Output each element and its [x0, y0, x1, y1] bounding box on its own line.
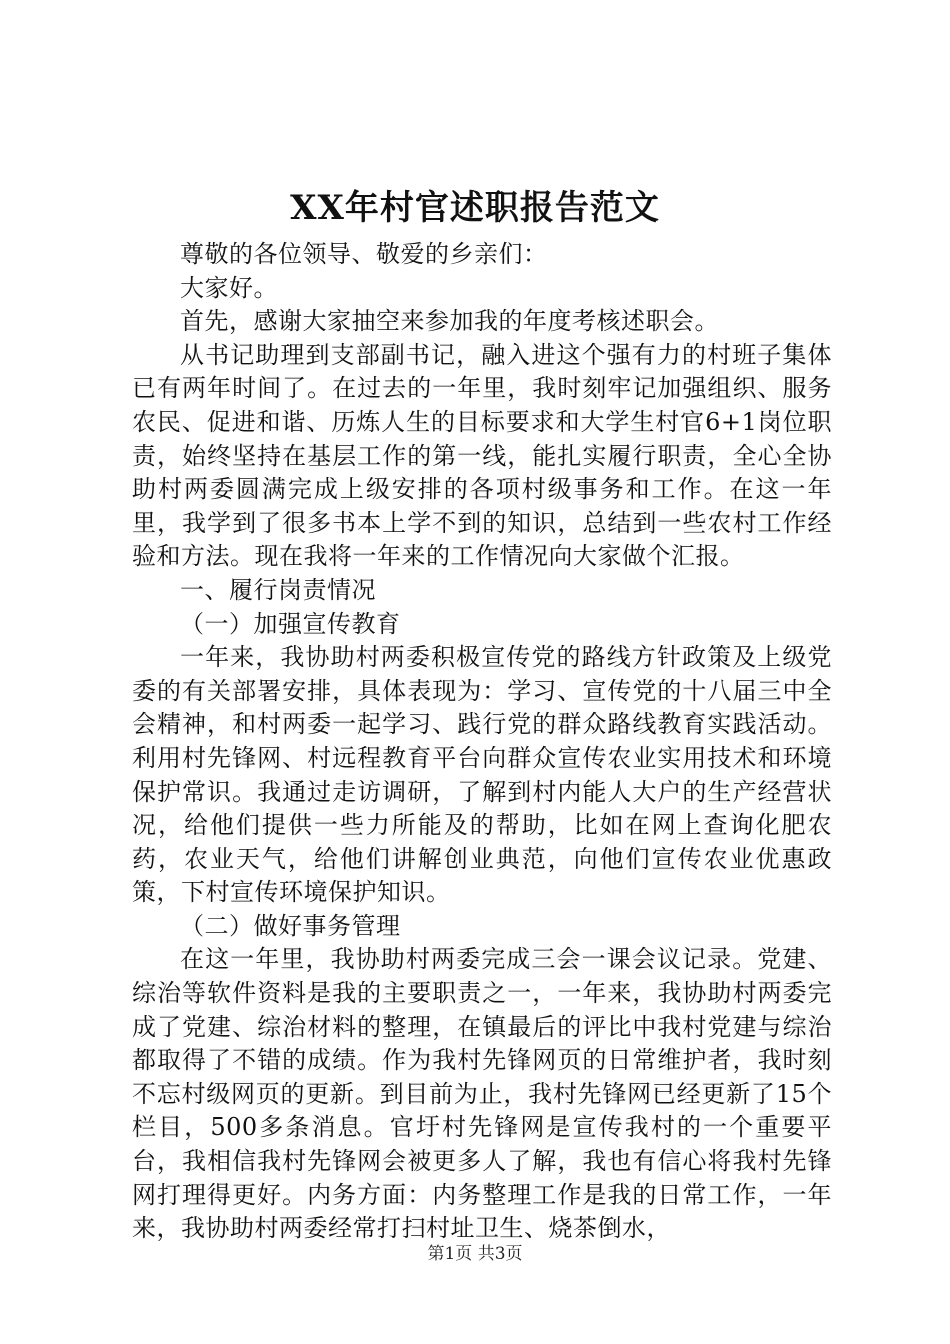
subsection-heading: （二）做好事务管理 — [180, 911, 401, 940]
body-paragraph: 在这一年里，我协助村两委完成三会一课会议记录。党建、综治等软件资料是我的主要职责之一，一年来，我协助村两委完成了党建、综治材料的整理，在镇最后的评比中我村党建与综治都取得了不错的成绩。作为我村先锋网页的日常维护者，我时刻不忘村级网页的更新。到目前为止，我村先锋网已经更新了15个栏目，500多条消息。官圩村先锋网是宣传我村的一个重要平台，我相信我村先锋网会被更多人了解，我也有信心将我村先锋网打理得更好。内务方面：内务整理工作是我的日常工作，一年来，我协助村两委经常打扫村址卫生、烧茶倒水， — [132, 945, 832, 1243]
subsection-heading: （一）加强宣传教育 — [180, 609, 401, 638]
intro-paragraph: 从书记助理到支部副书记，融入进这个强有力的村班子集体已有两年时间了。在过去的一年里，我时刻牢记加强组织、服务农民、促进和谐、历炼人生的目标要求和大学生村官6+1岗位职责，始终坚持在基层工作的第一线，能扎实履行职责，全心全协助村两委圆满完成上级安排的各项村级事务和工作。在这一年里，我学到了很多书本上学不到的知识，总结到一些农村工作经验和方法。现在我将一年来的工作情况向大家做个汇报。 — [132, 340, 832, 571]
greeting-paragraph: 大家好。 — [180, 273, 278, 302]
document-title: XX年村官述职报告范文 — [290, 188, 660, 228]
salutation-paragraph: 尊敬的各位领导、敬爱的乡亲们： — [180, 240, 548, 268]
section-heading: 一、履行岗责情况 — [180, 575, 376, 604]
opening-paragraph: 首先，感谢大家抽空来参加我的年度考核述职会。 — [180, 307, 719, 336]
body-paragraph: 一年来，我协助村两委积极宣传党的路线方针政策及上级党委的有关部署安排，具体表现为：学习、宣传党的十八届三中全会精神，和村两委一起学习、践行党的群众路线教育实践活动。利用村先锋网、村远程教育平台向群众宣传农业实用技术和环境保护常识。我通过走访调研，了解到村内能人大户的生产经营状况，给他们提供一些力所能及的帮助，比如在网上查询化肥农药，农业天气，给他们讲解创业典范，向他们宣传农业优惠政策，下村宣传环境保护知识。 — [132, 643, 832, 907]
document-body — [132, 238, 832, 1246]
page-footer: 第1页 共3页 — [427, 1244, 523, 1264]
